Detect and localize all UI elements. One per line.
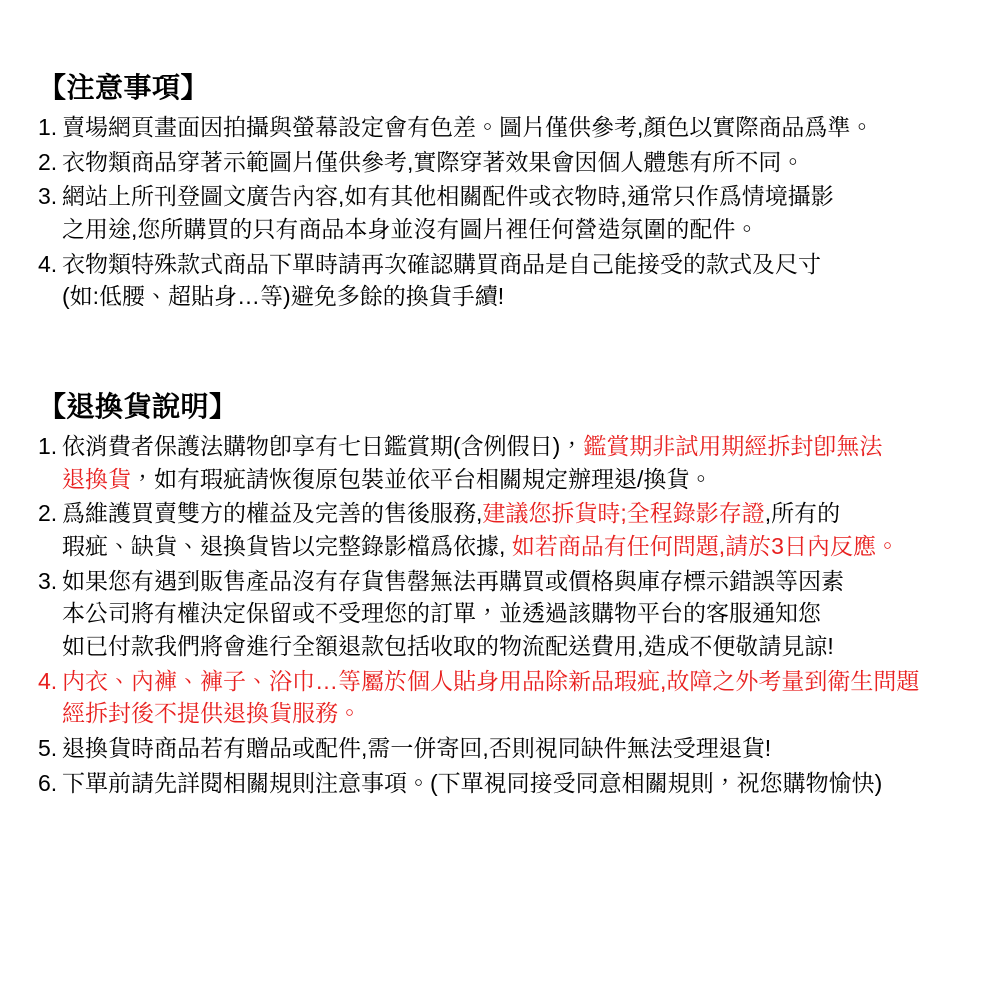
return-policy-item-number: 6. [38,769,58,796]
return-policy-item-number: 1. [38,432,58,459]
return-policy-item-line [62,732,970,765]
return-policy-section-title: 【退換貨說明】 [38,390,238,422]
notice-item [38,111,970,144]
notice-item-line [62,280,970,313]
return-policy-section [38,389,970,799]
body-text: 如果您有遇到販售產品沒有存貨售罄無法再購買或價格與庫存標示錯誤等因素 [62,567,844,594]
return-policy-item [38,497,970,562]
body-text: 爲維護買賣雙方的權益及完善的售後服務, [62,500,483,527]
return-policy-item-line [62,463,970,496]
highlighted-text: 如若商品有任何問題,請於3日內反應。 [511,532,899,559]
return-policy-item [38,732,970,765]
return-policy-item-text [62,732,970,765]
body-text: ，如有瑕疵請恢復原包裝並依平台相關規定辦理退/換貨。 [131,465,713,492]
notice-item-line [62,213,970,246]
notice-item [38,146,970,179]
return-policy-item-text [62,565,970,663]
notice-item-line [62,111,970,144]
highlighted-text: 内衣、內褲、褲子、浴巾…等屬於個人貼身用品除新品瑕疵,故障之外考量到衛生問題 [62,667,920,694]
return-policy-item-line [62,630,970,663]
return-policy-item-number: 4. [38,667,58,694]
notice-section-title: 【注意事項】 [38,72,210,103]
notice-item-number: 3. [38,183,58,210]
return-policy-item-line [62,697,970,730]
return-policy-item-number: 3. [38,567,58,594]
highlighted-text: 退換貨 [62,465,131,492]
body-text: 網站上所刊登圖文廣告內容,如有其他相關配件或衣物時,通常只作爲情境攝影 [62,183,834,210]
notice-item-text [62,180,970,245]
notice-item-number: 1. [38,114,58,140]
return-policy-item [38,565,970,663]
body-text: ,所有的 [764,500,841,527]
return-policy-item-line [62,597,970,630]
body-text: 衣物類特殊款式商品下單時請再次確認購買商品是自己能接受的款式及尺寸 [62,250,821,277]
notice-item-list [38,111,970,313]
notice-section [38,70,970,313]
notice-item-line [62,248,970,281]
notice-item [38,248,970,313]
notice-item [38,180,970,245]
return-policy-item-line [62,565,970,598]
body-text: (如:低腰、超貼身…等)避免多餘的換貨手續! [62,283,505,310]
return-policy-item-text [62,430,970,495]
return-policy-item-text [62,665,970,730]
body-text: 衣物類商品穿著示範圖片僅供參考,實際穿著效果會因個人體態有所不同。 [62,148,805,175]
return-policy-item-text [62,497,970,562]
body-text: 退換貨時商品若有贈品或配件,需一併寄回,否則視同缺件無法受理退貨! [62,734,772,761]
return-policy-item-list [38,430,970,799]
body-text: 本公司將有權決定保留或不受理您的訂單，並透過該購物平台的客服通知您 [62,600,821,627]
notice-item-text [62,146,970,179]
notice-item-line [62,146,970,179]
body-text: 瑕疵、缺貨、退換貨皆以完整錄影檔爲依據, [62,532,512,559]
section-spacer [38,315,970,389]
return-policy-item-line [62,497,970,530]
return-policy-item-number: 5. [38,734,58,761]
return-policy-item-line [62,665,970,698]
return-policy-item-line [62,530,970,563]
highlighted-text: 經拆封後不提供退換貨服務。 [62,700,361,727]
return-policy-item-line [62,767,970,800]
highlighted-text: 鑑賞期非試用期經拆封卽無法 [583,432,883,459]
notice-item-text [62,248,970,313]
body-text: 依消費者保護法購物卽享有七日鑑賞期(含例假日)， [62,432,584,459]
body-text: 賣場網頁畫面因拍攝與螢幕設定會有色差。圖片僅供參考,顏色以實際商品爲準。 [62,114,874,140]
notice-item-text [62,111,970,144]
notice-item-line [62,180,970,213]
body-text: 如已付款我們將會進行全額退款包括收取的物流配送費用,造成不便敬請見諒! [62,632,834,659]
notice-item-number: 4. [38,250,58,277]
return-policy-item [38,430,970,495]
return-policy-item-number: 2. [38,500,58,527]
return-policy-item [38,665,970,730]
body-text: 下單前請先詳閱相關規則注意事項。(下單視同接受同意相關規則，祝您購物愉快) [62,769,883,796]
body-text: 之用途,您所購買的只有商品本身並沒有圖片裡任何營造氛圍的配件。 [62,215,759,242]
notice-item-number: 2. [38,148,58,175]
return-policy-item-line [62,430,970,463]
return-policy-item-text [62,767,970,800]
highlighted-text: 建議您拆貨時;全程錄影存證 [482,500,765,527]
return-policy-item [38,767,970,800]
